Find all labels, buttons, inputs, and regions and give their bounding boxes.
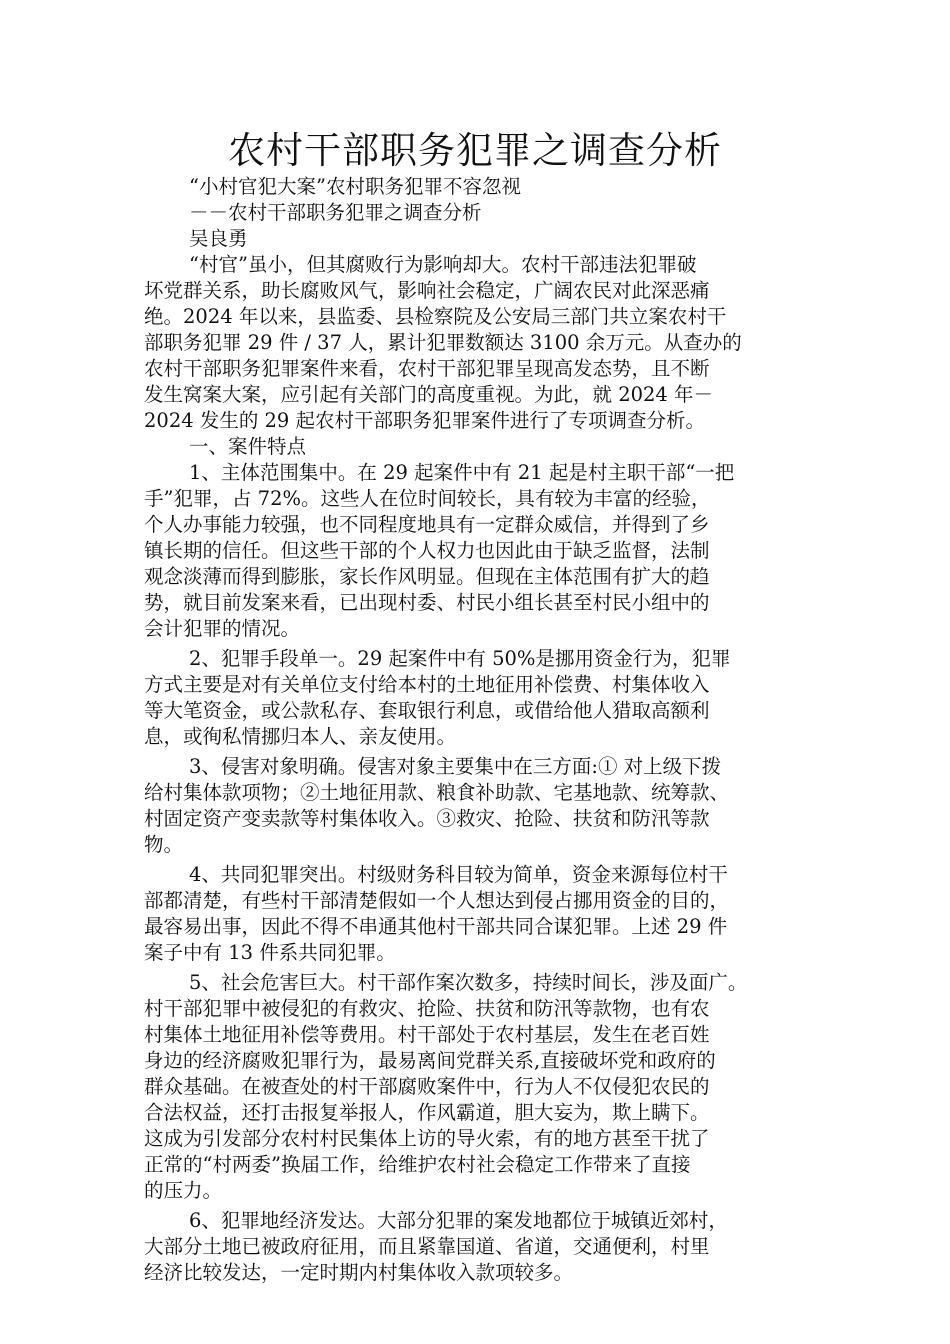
paragraph-line: 2024 发生的 29 起农村干部职务犯罪案件进行了专项调查分析。 bbox=[144, 409, 706, 432]
paragraph-line: 大部分土地已被政府征用，而且紧靠国道、省道，交通便利，村里 bbox=[144, 1235, 710, 1258]
paragraph-line: 合法权益，还打击报复举报人，作风霸道，胆大妄为，欺上瞒下。 bbox=[144, 1101, 710, 1124]
paragraph-line: 4、共同犯罪突出。村级财务科目较为简单，资金来源每位村干 bbox=[189, 863, 728, 886]
paragraph-line: 正常的“村两委”换届工作，给维护农村社会稳定工作带来了直接 bbox=[144, 1153, 691, 1176]
paragraph-line: 村集体土地征用补偿等费用。村干部处于农村基层，发生在老百姓 bbox=[144, 1023, 710, 1046]
paragraph-line: 农村干部职务犯罪案件来看，农村干部犯罪呈现高发态势，且不断 bbox=[144, 357, 710, 380]
paragraph-line: 经济比较发达，一定时期内村集体收入款项较多。 bbox=[144, 1261, 574, 1284]
paragraph-line: 群众基础。在被查处的村干部腐败案件中，行为人不仅侵犯农民的 bbox=[144, 1075, 710, 1098]
paragraph-line: 势，就目前发案来看，已出现村委、村民小组长甚至村民小组中的 bbox=[144, 591, 710, 614]
paragraph-line: 方式主要是对有关单位支付给本村的土地征用补偿费、村集体收入 bbox=[144, 673, 710, 696]
paragraph-item-5 bbox=[144, 970, 824, 1204]
paragraph-item-6 bbox=[144, 1208, 824, 1286]
paragraph-line: 会计犯罪的情况。 bbox=[144, 617, 301, 640]
document-title: 农村干部职务犯罪之调查分析 bbox=[228, 129, 722, 172]
paragraph-line: 给村集体款项物；②土地征用款、粮食补助款、宅基地款、统筹款、 bbox=[144, 781, 730, 804]
paragraph-line: 5、社会危害巨大。村干部作案次数多，持续时间长，涉及面广。 bbox=[189, 971, 748, 994]
document-body bbox=[144, 174, 824, 1286]
paragraph-line: 部都清楚，有些村干部清楚假如一个人想达到侵占挪用资金的目的， bbox=[144, 889, 730, 912]
paragraph-line: 息，或徇私情挪归本人、亲友使用。 bbox=[144, 725, 457, 748]
paragraph-line: 镇长期的信任。但这些干部的个人权力也因此由于缺乏监督，法制 bbox=[144, 539, 710, 562]
section-heading-line: 一、案件特点 bbox=[189, 435, 307, 458]
section-heading bbox=[144, 434, 824, 460]
paragraph-item-1 bbox=[144, 460, 824, 642]
subtitle-line: －－农村干部职务犯罪之调查分析 bbox=[189, 201, 482, 224]
paragraph-line: 绝。2024 年以来，县监委、县检察院及公安局三部门共立案农村干 bbox=[144, 305, 727, 328]
paragraph-line: 个人办事能力较强，也不同程度地具有一定群众威信，并得到了乡 bbox=[144, 513, 710, 536]
paragraph-line: 1、主体范围集中。在 29 起案件中有 21 起是村主职干部“一把 bbox=[189, 461, 735, 484]
paragraph-line: 的压力。 bbox=[144, 1179, 223, 1202]
paragraph-line: 发生窝案大案，应引起有关部门的高度重视。为此，就 2024 年－ bbox=[144, 383, 714, 406]
paragraph-line: 等大笔资金，或公款私存、套取银行利息，或借给他人猎取高额利 bbox=[144, 699, 710, 722]
paragraph-line: 村干部犯罪中被侵犯的有救灾、抢险、扶贫和防汛等款物，也有农 bbox=[144, 997, 710, 1020]
paragraph-line: 身边的经济腐败犯罪行为，最易离间党群关系,直接破坏党和政府的 bbox=[144, 1049, 716, 1072]
paragraph-item-3 bbox=[144, 754, 824, 858]
paragraph-line: 坏党群关系，助长腐败风气，影响社会稳定，广阔农民对此深恶痛 bbox=[144, 279, 710, 302]
paragraph-item-4 bbox=[144, 862, 824, 966]
paragraph-line: 案子中有 13 件系共同犯罪。 bbox=[144, 941, 396, 964]
paragraph-item-2 bbox=[144, 646, 824, 750]
paragraph-line: “村官”虽小，但其腐败行为影响却大。农村干部违法犯罪破 bbox=[189, 253, 697, 276]
paragraph-line: 观念淡薄而得到膨胀，家长作风明显。但现在主体范围有扩大的趋 bbox=[144, 565, 710, 588]
paragraph-intro bbox=[144, 252, 824, 434]
paragraph-line: 这成为引发部分农村村民集体上访的导火索，有的地方甚至干扰了 bbox=[144, 1127, 710, 1150]
paragraph-line: 2、犯罪手段单一。29 起案件中有 50%是挪用资金行为，犯罪 bbox=[189, 647, 731, 670]
paragraph-line: 村固定资产变卖款等村集体收入。③救灾、抢险、扶贫和防汛等款 bbox=[144, 807, 710, 830]
paragraph-line: 3、侵害对象明确。侵害对象主要集中在三方面:① 对上级下拨 bbox=[189, 755, 722, 778]
paragraph-line: 最容易出事，因此不得不串通其他村干部共同合谋犯罪。上述 29 件 bbox=[144, 915, 728, 938]
paragraph-line: 部职务犯罪 29 件 / 37 人，累计犯罪数额达 3100 余万元。从查办的 bbox=[144, 331, 742, 354]
subtitle-line: “小村官犯大案”农村职务犯罪不容忽视 bbox=[189, 175, 521, 198]
paragraph-line: 物。 bbox=[144, 833, 184, 856]
paragraph-line: 6、犯罪地经济发达。大部分犯罪的案发地都位于城镇近郊村， bbox=[189, 1209, 728, 1232]
paragraph-line: 手”犯罪，占 72%。这些人在位时间较长，具有较为丰富的经验， bbox=[144, 487, 711, 510]
author-line: 吴良勇 bbox=[189, 227, 248, 250]
